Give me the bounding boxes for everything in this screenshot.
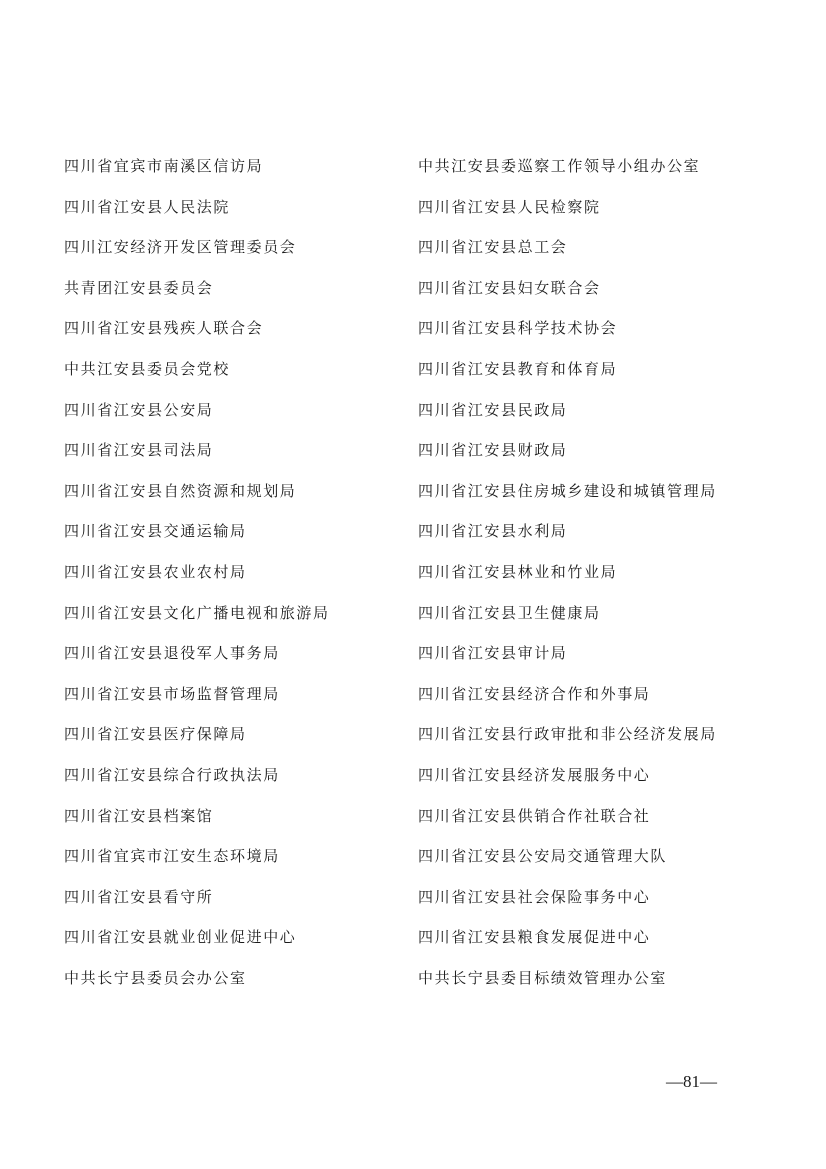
list-item: 四川省江安县经济合作和外事局 [418,684,651,703]
list-item: 四川省江安县社会保险事务中心 [418,887,651,906]
list-item: 四川省江安县卫生健康局 [418,603,601,622]
list-item: 四川省江安县人民检察院 [418,197,601,216]
list-item: 中共长宁县委目标绩效管理办公室 [418,968,668,987]
list-item: 四川省江安县教育和体育局 [418,359,618,378]
list-item: 四川省江安县住房城乡建设和城镇管理局 [418,481,717,500]
list-item: 四川省江安县残疾人联合会 [64,319,264,338]
list-item: 四川省江安县行政审批和非公经济发展局 [418,725,717,744]
list-item: 四川省江安县司法局 [64,441,214,460]
list-item: 四川省江安县文化广播电视和旅游局 [64,603,330,622]
page-number: —81— [666,1072,717,1091]
list-item: 四川省江安县总工会 [418,238,568,257]
list-item: 四川省江安县审计局 [418,644,568,663]
list-item: 四川省江安县退役军人事务局 [64,644,280,663]
list-item: 四川省江安县医疗保障局 [64,725,247,744]
list-item: 四川省江安县农业农村局 [64,562,247,581]
list-item: 四川江安经济开发区管理委员会 [64,238,297,257]
list-item: 四川省宜宾市江安生态环境局 [64,847,280,866]
list-item: 四川省江安县人民法院 [64,197,231,216]
list-item: 四川省江安县自然资源和规划局 [64,481,297,500]
list-item: 四川省江安县综合行政执法局 [64,765,280,784]
list-item: 四川省江安县民政局 [418,400,568,419]
list-item: 四川省江安县经济发展服务中心 [418,765,651,784]
list-item: 四川省江安县财政局 [418,441,568,460]
list-item: 中共长宁县委员会办公室 [64,968,247,987]
list-item: 四川省江安县就业创业促进中心 [64,928,297,947]
list-item: 四川省江安县妇女联合会 [418,278,601,297]
list-item: 共青团江安县委员会 [64,278,214,297]
list-item: 四川省江安县看守所 [64,887,214,906]
list-item: 四川省江安县交通运输局 [64,522,247,541]
list-item: 四川省江安县档案馆 [64,806,214,825]
organization-list-left [64,152,404,1004]
list-item: 中共江安县委巡察工作领导小组办公室 [418,157,701,175]
list-item: 四川省江安县市场监督管理局 [64,684,280,703]
list-item: 四川省江安县科学技术协会 [418,319,618,338]
list-item: 四川省江安县粮食发展促进中心 [418,928,651,947]
list-item: 四川省江安县供销合作社联合社 [418,806,651,825]
list-item: 四川省江安县林业和竹业局 [418,562,618,581]
list-item: 四川省宜宾市南溪区信访局 [64,157,264,175]
list-item: 四川省江安县水利局 [418,522,568,541]
list-item: 四川省江安县公安局交通管理大队 [418,847,668,866]
list-item: 中共江安县委员会党校 [64,359,231,378]
list-item: 四川省江安县公安局 [64,400,214,419]
organization-list-right [418,152,798,1004]
